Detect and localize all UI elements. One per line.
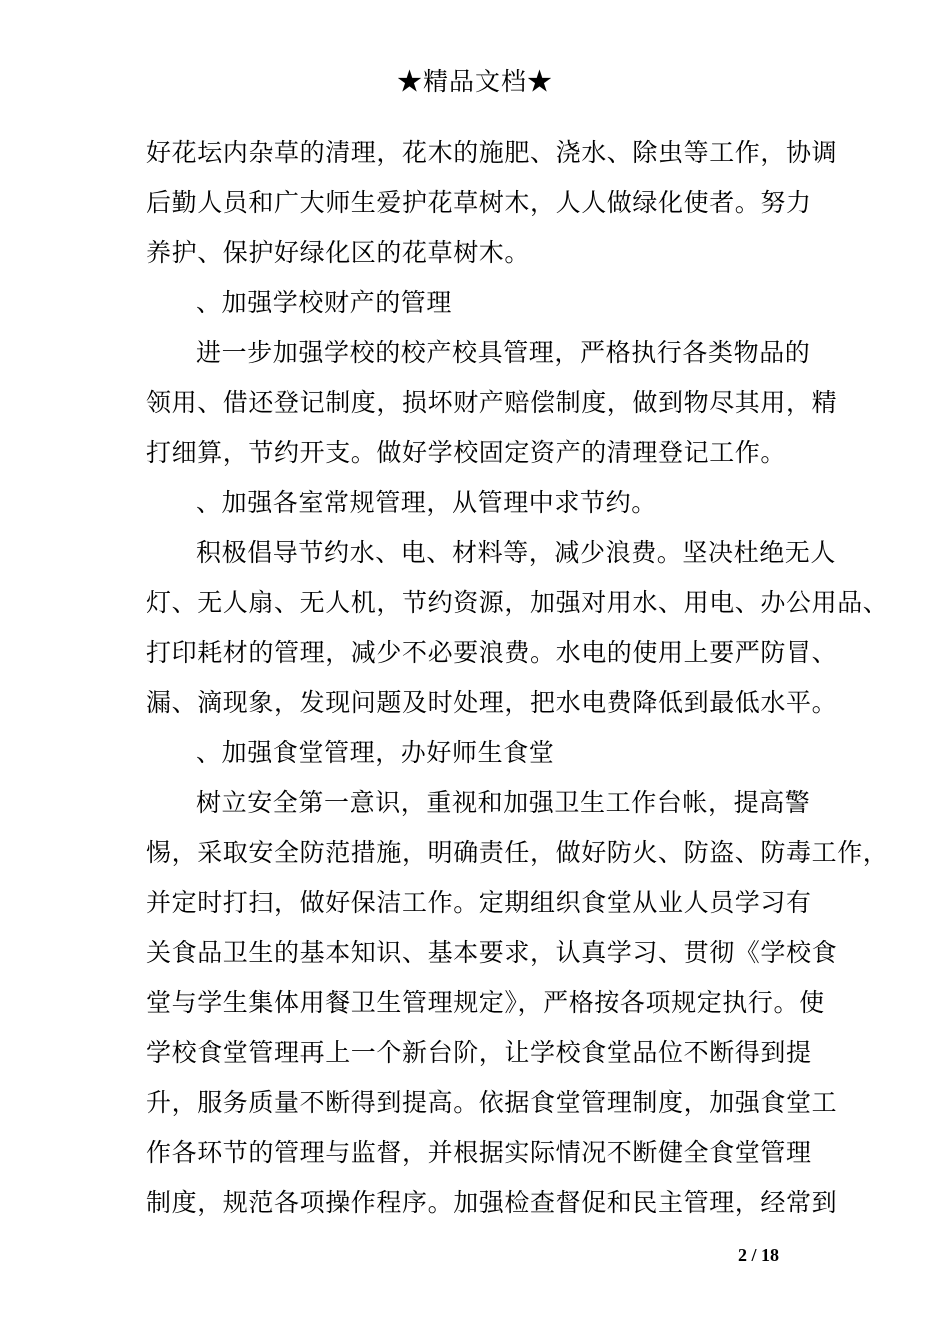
text-line: 并定时打扫，做好保洁工作。定期组织食堂从业人员学习有: [146, 888, 812, 917]
text-line: 漏、滴现象，发现问题及时处理，把水电费降低到最低水平。: [146, 688, 838, 717]
text-line: 惕，采取安全防范措施，明确责任，做好防火、防盗、防毒工作，: [146, 838, 889, 867]
section-heading: 、加强食堂管理，办好师生食堂: [196, 738, 555, 767]
paragraph-first-line: 积极倡导节约水、电、材料等，减少浪费。坚决杜绝无人: [196, 538, 837, 567]
text-line: 制度，规范各项操作程序。加强检查督促和民主管理，经常到: [146, 1188, 838, 1217]
text-line: 升，服务质量不断得到提高。依据食堂管理制度，加强食堂工: [146, 1088, 838, 1117]
paragraph-first-line: 进一步加强学校的校产校具管理，严格执行各类物品的: [196, 338, 811, 367]
document-body: [146, 128, 889, 1228]
text-line: 打印耗材的管理，减少不必要浪费。水电的使用上要严防冒、: [146, 638, 838, 667]
text-line: 打细算，节约开支。做好学校固定资产的清理登记工作。: [146, 438, 787, 467]
section-heading: 、加强各室常规管理，从管理中求节约。: [196, 488, 657, 517]
page-number: 2 / 18: [738, 1245, 780, 1265]
text-line: 堂与学生集体用餐卫生管理规定》，严格按各项规定执行。使: [146, 988, 825, 1017]
paragraph-first-line: 树立安全第一意识，重视和加强卫生工作台帐，提高警: [196, 788, 811, 817]
text-line: 学校食堂管理再上一个新台阶，让学校食堂品位不断得到提: [146, 1038, 812, 1067]
text-line: 养护、保护好绿化区的花草树木。: [146, 238, 531, 267]
document-header-title: ★精品文档★: [396, 67, 553, 96]
text-line: 灯、无人扇、无人机，节约资源，加强对用水、用电、办公用品、: [146, 588, 889, 617]
text-line: 关食品卫生的基本知识、基本要求，认真学习、贯彻《学校食: [146, 938, 838, 967]
text-line: 好花坛内杂草的清理，花木的施肥、浇水、除虫等工作，协调: [146, 138, 838, 167]
text-line: 领用、借还登记制度，损坏财产赔偿制度，做到物尽其用，精: [146, 388, 838, 417]
text-line: 后勤人员和广大师生爱护花草树木，人人做绿化使者。努力: [146, 188, 812, 217]
section-heading: 、加强学校财产的管理: [196, 288, 453, 317]
text-line: 作各环节的管理与监督，并根据实际情况不断健全食堂管理: [146, 1138, 812, 1167]
